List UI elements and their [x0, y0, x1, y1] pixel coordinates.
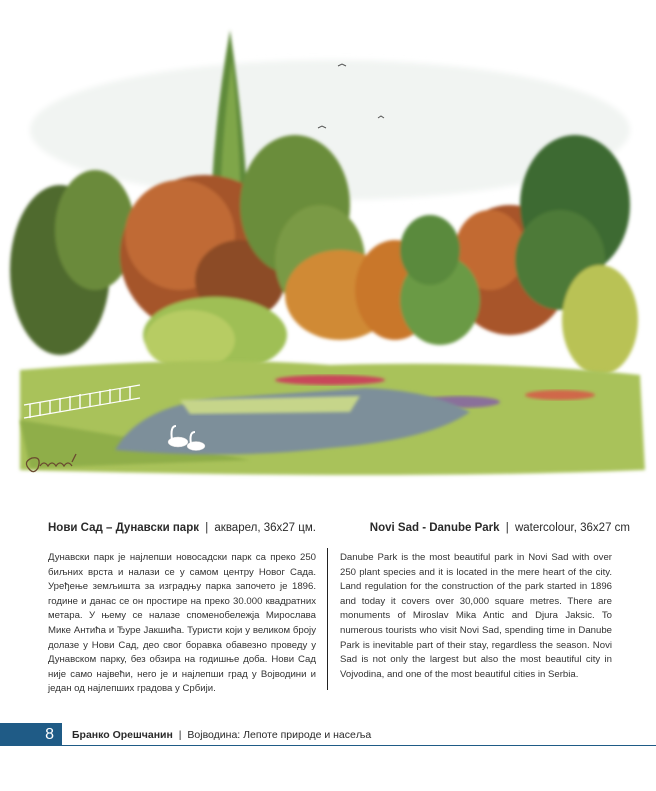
caption-row [0, 522, 656, 542]
caption-english [370, 522, 630, 534]
footer-separator: | [178, 729, 182, 741]
footer-author: Бранко Орешчанин [72, 729, 173, 741]
body-text-serbian: Дунавски парк је најлепши новосадски парк са преко 250 биљних врста и налази се у самом центру Новог Сада. Уређење земљишта за изградњу парка започето је 1896. године и данас се он простире на преко 30.000 квадратних метара. У њему се налазе споменобележја Мирослава Мике Антића и Ђуре Јакшића. Туристи који у великом броју долазе у Нови Сад, део свог боравка обавезно проведу у Дунавском парку, без обзира на годишње доба. Нови Сад није само највећи, него је и најлепши град у Војводини и један од најлепших градова у Србији. [48, 552, 316, 695]
caption-english-title: Novi Sad - Danube Park [369, 522, 500, 534]
caption-separator: | [505, 522, 509, 534]
caption-english-medium: watercolour, 36x27 cm [514, 522, 630, 534]
caption-serbian-medium: акварел, 36x27 цм. [214, 522, 316, 534]
caption-serbian [48, 522, 316, 534]
page-number: 8 [0, 723, 62, 746]
body-text-english: Danube Park is the most beautiful park in Novi Sad with over 250 plant species and it is located in the mere heart of the city. Land regulation for the construction of the park started in 1896 and today it covers over 30,000 square metres. There are monuments of Miroslav Mika Antic and Djura Jaksic. To numerous tourists who visit Novi Sad, spending time in Danube Park is inevitable part of their stay, regardless the season. Novi Sad is not only the largest but also the most beautiful city in Vojvodina, and one of the most beautiful cities in Serbia. [340, 552, 612, 680]
page-footer [0, 723, 656, 749]
caption-serbian-title: Нови Сад – Дунавски парк [48, 522, 199, 534]
column-divider [327, 548, 328, 690]
footer-book-title: Војводина: Лепоте природе и насеља [187, 729, 372, 741]
caption-separator: | [205, 522, 209, 534]
footer-rule [62, 745, 656, 746]
footer-text [72, 729, 371, 741]
